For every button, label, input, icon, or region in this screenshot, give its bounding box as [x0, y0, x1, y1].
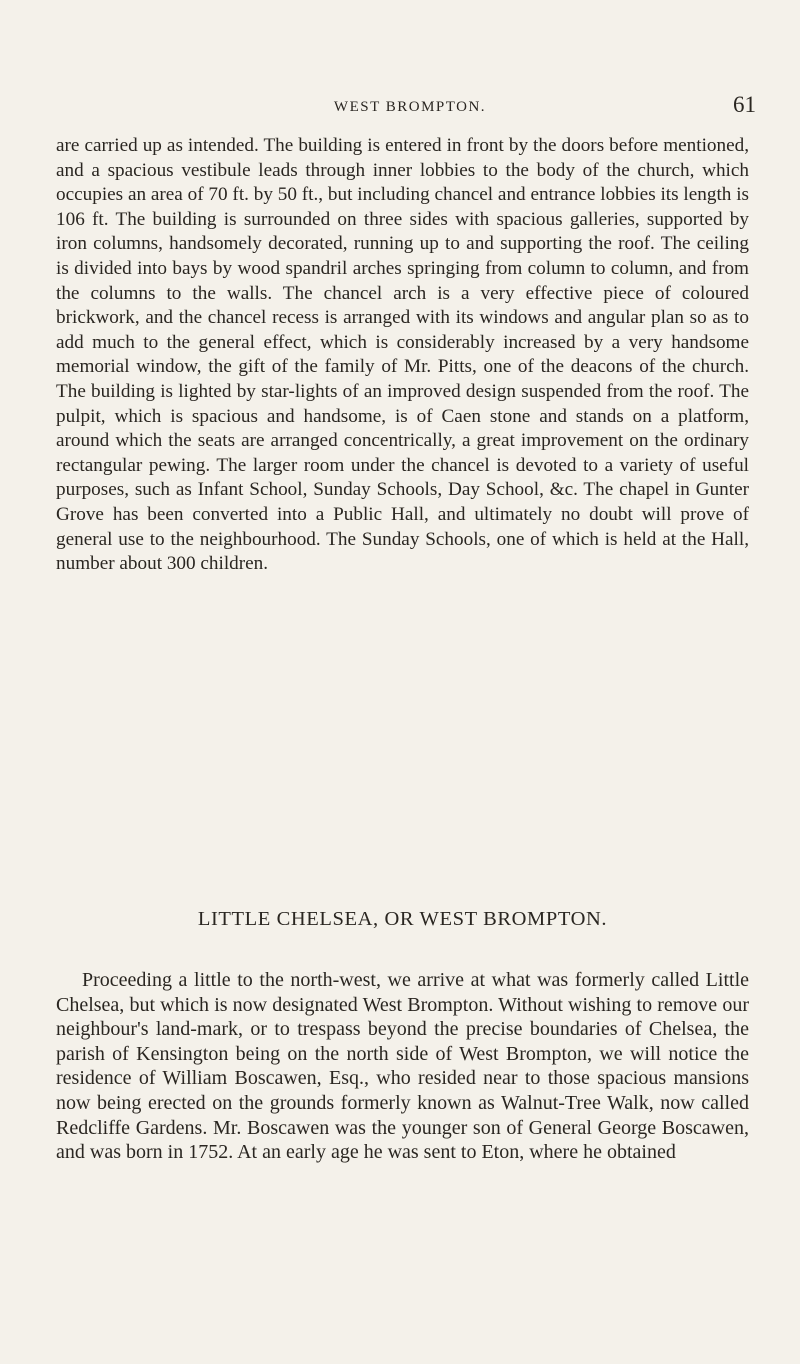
page-number: 61 — [733, 92, 756, 117]
body-paragraph-2: Proceeding a little to the north-west, we arrive at what was formerly called Little Chelsea, but which is now designated West Brompton. Without wishing to remove our neighbour's land-mark, or to trespass beyond the precise boundaries of Chelsea, the parish of Kensington being on the north side of West Brompton, we will notice the residence of William Boscawen, Esq., who resided near to those spacious mansions now being erected on the grounds formerly known as Walnut-Tree Walk, now called Redcliffe Gardens. Mr. Boscawen was the younger son of General George Boscawen, and was born in 1752. At an early age he was sent to Eton, where he obtained — [56, 969, 749, 1164]
running-title: WEST BROMPTON. — [333, 99, 487, 115]
body-paragraph-1: are carried up as intended. The building is entered in front by the doors before mentioned, and a spacious vestibule leads through inner lobbies to the body of the church, which occupies an area of 70 ft. by 50 ft., but including chancel and entrance lobbies its length is 106 ft. The building is surrounded on three sides with spacious galleries, supported by iron columns, handsomely decorated, running up to and supporting the roof. The ceiling is divided into bays by wood spandril arches springing from column to column, and from the columns to the walls. The chancel arch is a very effective piece of coloured brickwork, and the chancel recess is arranged with its windows and angular plan so as to add much to the general effect, which is considerably increased by a very handsome memorial window, the gift of the family of Mr. Pitts, one of the deacons of the church. The building is lighted by star-lights of an improved design suspended from the roof. The pulpit, which is spacious and handsome, is of Caen stone and stands on a platform, around which the seats are arranged concentrically, a great improvement on the ordinary rectangular pewing. The larger room under the chancel is devoted to a variety of useful purposes, such as Infant School, Sunday Schools, Day School, &c. The chapel in Gunter Grove has been converted into a Public Hall, and ultimately no doubt will prove of general use to the neighbourhood. The Sunday Schools, one of which is held at the Hall, number about 300 children. — [56, 135, 749, 575]
running-head — [60, 92, 760, 120]
section-heading: LITTLE CHELSEA, OR WEST BROMPTON. — [197, 908, 608, 930]
